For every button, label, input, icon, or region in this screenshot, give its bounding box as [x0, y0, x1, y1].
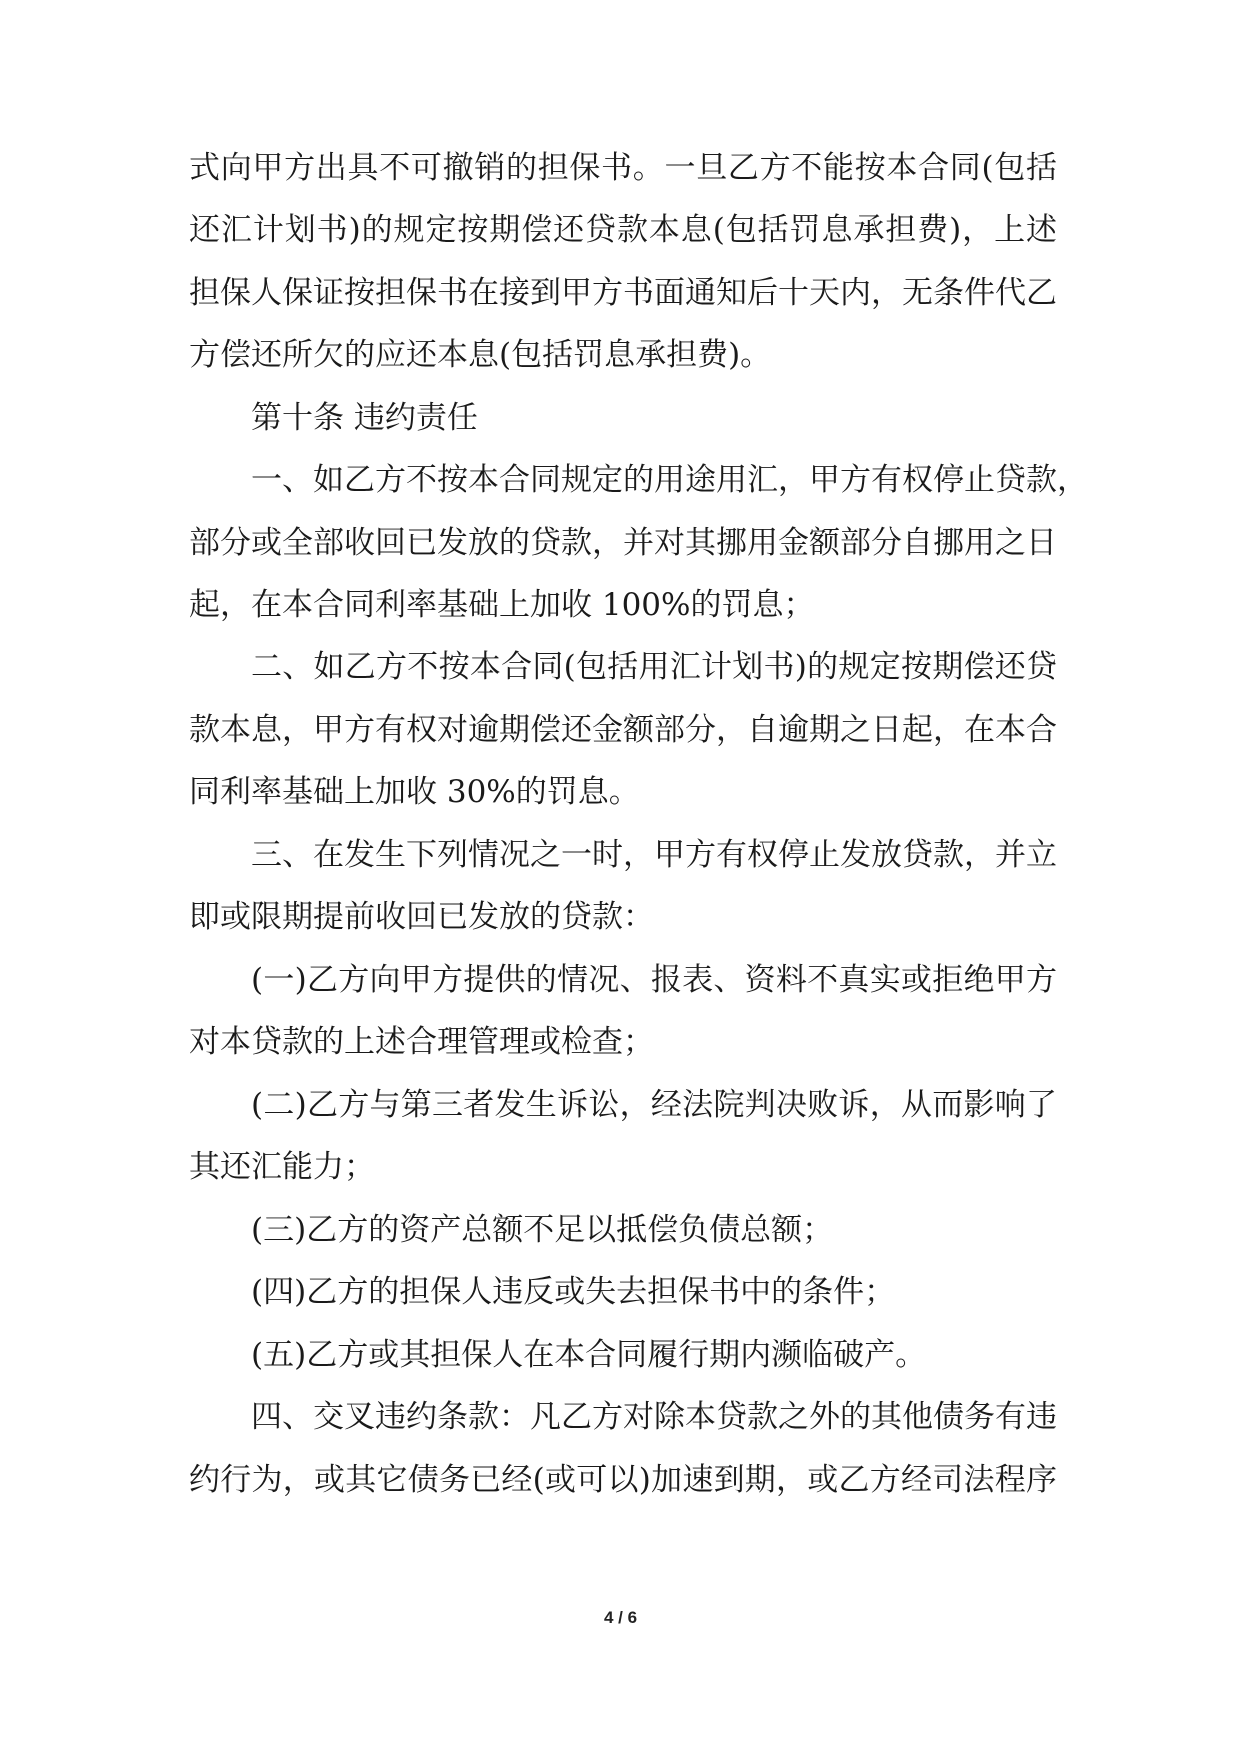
- paragraph-line: 担保人保证按担保书在接到甲方书面通知后十天内，无条件代乙: [189, 275, 1057, 311]
- paragraph-line: 二、如乙方不按本合同(包括用汇计划书)的规定按期偿还贷: [251, 649, 1057, 685]
- paragraph-line: 约行为，或其它债务已经(或可以)加速到期，或乙方经司法程序: [189, 1462, 1057, 1498]
- list-item-line: (三)乙方的资产总额不足以抵偿负债总额；: [251, 1212, 834, 1248]
- paragraph-line: 部分或全部收回已发放的贷款，并对其挪用金额部分自挪用之日: [189, 525, 1057, 561]
- paragraph-line: 同利率基础上加收 30%的罚息。: [189, 774, 640, 810]
- section-heading: 第十条 违约责任: [251, 400, 478, 436]
- paragraph-line: 即或限期提前收回已发放的贷款：: [189, 899, 654, 935]
- list-item-line: (二)乙方与第三者发生诉讼，经法院判决败诉，从而影响了: [251, 1087, 1057, 1123]
- paragraph-line: 方偿还所欠的应还本息(包括罚息承担费)。: [189, 337, 772, 373]
- paragraph-line: 起，在本合同利率基础上加收 100%的罚息；: [189, 587, 815, 623]
- paragraph-line: 一、如乙方不按本合同规定的用途用汇，甲方有权停止贷款，: [251, 462, 1088, 498]
- list-item-line: (五)乙方或其担保人在本合同履行期内濒临破产。: [251, 1337, 927, 1373]
- list-item-line: 其还汇能力；: [189, 1149, 375, 1185]
- list-item-line: 对本贷款的上述合理管理或检查；: [189, 1024, 654, 1060]
- list-item-line: (一)乙方向甲方提供的情况、报表、资料不真实或拒绝甲方: [251, 962, 1057, 998]
- paragraph-line: 还汇计划书)的规定按期偿还贷款本息(包括罚息承担费)，上述: [189, 212, 1057, 248]
- paragraph-line: 式向甲方出具不可撤销的担保书。一旦乙方不能按本合同(包括: [189, 150, 1057, 186]
- paragraph-line: 三、在发生下列情况之一时，甲方有权停止发放贷款，并立: [251, 837, 1057, 873]
- list-item-line: (四)乙方的担保人违反或失去担保书中的条件；: [251, 1274, 896, 1310]
- paragraph-line: 四、交叉违约条款：凡乙方对除本贷款之外的其他债务有违: [251, 1399, 1057, 1435]
- paragraph-line: 款本息，甲方有权对逾期偿还金额部分，自逾期之日起，在本合: [189, 712, 1057, 748]
- page-number: 4 / 6: [603, 1608, 638, 1627]
